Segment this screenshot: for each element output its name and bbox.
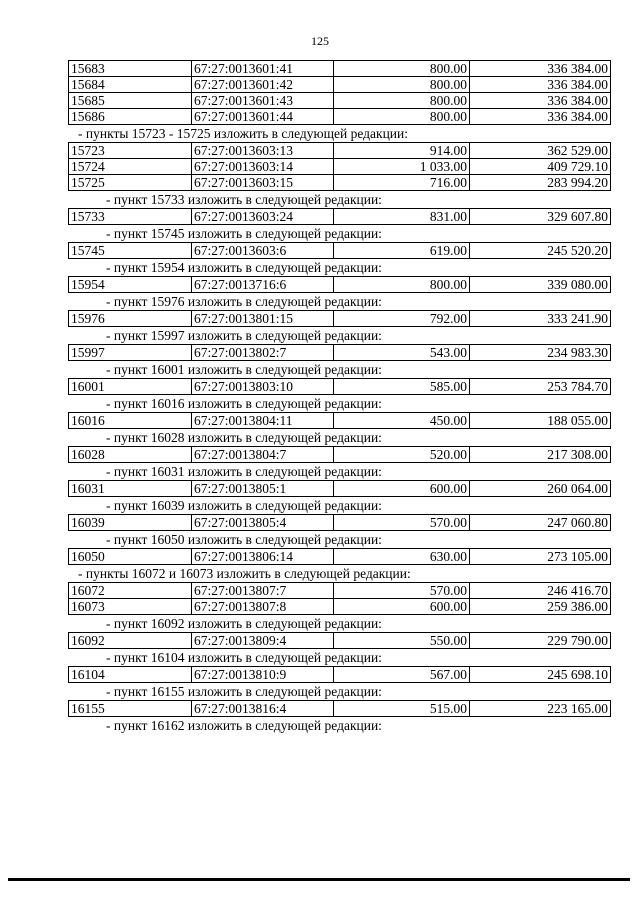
- item-number-cell: 16104: [69, 667, 192, 683]
- amendment-note: - пункт 15997 изложить в следующей редакции:: [106, 328, 382, 343]
- value-cell: 333 241.90: [470, 311, 611, 327]
- table-row: [69, 481, 611, 497]
- data-table: [68, 344, 611, 361]
- value-cell: 253 784.70: [470, 379, 611, 395]
- value-cell: 246 416.70: [470, 583, 611, 599]
- item-number-cell: 16155: [69, 701, 192, 717]
- table-row: [69, 77, 611, 93]
- table-row: [69, 701, 611, 717]
- table-row: [69, 379, 611, 395]
- amendment-note: - пункт 16162 изложить в следующей редакции:: [106, 718, 382, 733]
- table-row: [69, 143, 611, 159]
- value-cell: 273 105.00: [470, 549, 611, 565]
- area-cell: 800.00: [334, 77, 470, 93]
- table-row: [69, 159, 611, 175]
- table-row: [69, 311, 611, 327]
- data-table: [68, 242, 611, 259]
- cadastral-number-cell: 67:27:0013603:6: [192, 243, 334, 259]
- area-cell: 800.00: [334, 61, 470, 77]
- area-cell: 567.00: [334, 667, 470, 683]
- cadastral-number-cell: 67:27:0013809:4: [192, 633, 334, 649]
- value-cell: 247 060.80: [470, 515, 611, 531]
- cadastral-number-cell: 67:27:0013601:44: [192, 109, 334, 125]
- data-table: [68, 60, 611, 125]
- area-cell: 630.00: [334, 549, 470, 565]
- table-row: [69, 93, 611, 109]
- table-row: [69, 209, 611, 225]
- area-cell: 800.00: [334, 277, 470, 293]
- table-row: [69, 345, 611, 361]
- item-number-cell: 15686: [69, 109, 192, 125]
- area-cell: 570.00: [334, 515, 470, 531]
- value-cell: 188 055.00: [470, 413, 611, 429]
- amendment-note: - пункт 15733 изложить в следующей редакции:: [106, 192, 382, 207]
- cadastral-number-cell: 67:27:0013804:7: [192, 447, 334, 463]
- bottom-rule: [8, 878, 630, 881]
- amendment-note: - пункт 16050 изложить в следующей редакции:: [106, 532, 382, 547]
- item-number-cell: 15723: [69, 143, 192, 159]
- cadastral-number-cell: 67:27:0013601:43: [192, 93, 334, 109]
- amendment-note: - пункт 16016 изложить в следующей редакции:: [106, 396, 382, 411]
- data-table: [68, 632, 611, 649]
- amendment-note: - пункт 16001 изложить в следующей редакции:: [106, 362, 382, 377]
- table-row: [69, 633, 611, 649]
- table-row: [69, 447, 611, 463]
- item-number-cell: 16001: [69, 379, 192, 395]
- table-row: [69, 515, 611, 531]
- cadastral-number-cell: 67:27:0013603:14: [192, 159, 334, 175]
- data-table: [68, 582, 611, 615]
- data-table: [68, 514, 611, 531]
- table-row: [69, 599, 611, 615]
- item-number-cell: 16039: [69, 515, 192, 531]
- item-number-cell: 15684: [69, 77, 192, 93]
- data-table: [68, 310, 611, 327]
- amendment-note: - пункт 16039 изложить в следующей редакции:: [106, 498, 382, 513]
- area-cell: 585.00: [334, 379, 470, 395]
- area-cell: 570.00: [334, 583, 470, 599]
- value-cell: 217 308.00: [470, 447, 611, 463]
- cadastral-number-cell: 67:27:0013802:7: [192, 345, 334, 361]
- cadastral-number-cell: 67:27:0013601:41: [192, 61, 334, 77]
- value-cell: 336 384.00: [470, 77, 611, 93]
- item-number-cell: 15976: [69, 311, 192, 327]
- amendment-note: - пункт 16092 изложить в следующей редакции:: [106, 616, 382, 631]
- value-cell: 339 080.00: [470, 277, 611, 293]
- amendment-note: - пункт 15954 изложить в следующей редакции:: [106, 260, 382, 275]
- data-table: [68, 378, 611, 395]
- table-row: [69, 277, 611, 293]
- cadastral-number-cell: 67:27:0013805:4: [192, 515, 334, 531]
- table-row: [69, 549, 611, 565]
- value-cell: 336 384.00: [470, 109, 611, 125]
- item-number-cell: 15745: [69, 243, 192, 259]
- area-cell: 550.00: [334, 633, 470, 649]
- item-number-cell: 15725: [69, 175, 192, 191]
- value-cell: 234 983.30: [470, 345, 611, 361]
- table-row: [69, 667, 611, 683]
- value-cell: 245 698.10: [470, 667, 611, 683]
- amendment-note: - пункты 16072 и 16073 изложить в следующей редакции:: [78, 566, 411, 581]
- amendment-note: - пункт 15976 изложить в следующей редакции:: [106, 294, 382, 309]
- table-row: [69, 583, 611, 599]
- value-cell: 229 790.00: [470, 633, 611, 649]
- amendment-note: - пункт 16031 изложить в следующей редакции:: [106, 464, 382, 479]
- table-row: [69, 243, 611, 259]
- cadastral-number-cell: 67:27:0013810:9: [192, 667, 334, 683]
- area-cell: 716.00: [334, 175, 470, 191]
- data-table: [68, 548, 611, 565]
- value-cell: 336 384.00: [470, 61, 611, 77]
- area-cell: 800.00: [334, 93, 470, 109]
- table-row: [69, 109, 611, 125]
- item-number-cell: 15724: [69, 159, 192, 175]
- area-cell: 914.00: [334, 143, 470, 159]
- cadastral-number-cell: 67:27:0013603:15: [192, 175, 334, 191]
- item-number-cell: 16073: [69, 599, 192, 615]
- value-cell: 260 064.00: [470, 481, 611, 497]
- item-number-cell: 16016: [69, 413, 192, 429]
- item-number-cell: 15683: [69, 61, 192, 77]
- cadastral-number-cell: 67:27:0013601:42: [192, 77, 334, 93]
- cadastral-number-cell: 67:27:0013805:1: [192, 481, 334, 497]
- cadastral-number-cell: 67:27:0013807:8: [192, 599, 334, 615]
- cadastral-number-cell: 67:27:0013803:10: [192, 379, 334, 395]
- item-number-cell: 16028: [69, 447, 192, 463]
- cadastral-number-cell: 67:27:0013801:15: [192, 311, 334, 327]
- cadastral-number-cell: 67:27:0013804:11: [192, 413, 334, 429]
- cadastral-number-cell: 67:27:0013816:4: [192, 701, 334, 717]
- data-table: [68, 276, 611, 293]
- area-cell: 543.00: [334, 345, 470, 361]
- area-cell: 800.00: [334, 109, 470, 125]
- cadastral-number-cell: 67:27:0013807:7: [192, 583, 334, 599]
- table-row: [69, 61, 611, 77]
- amendment-note: - пункты 15723 - 15725 изложить в следующей редакции:: [78, 126, 408, 141]
- cadastral-number-cell: 67:27:0013806:14: [192, 549, 334, 565]
- document-body: [68, 60, 613, 734]
- cadastral-number-cell: 67:27:0013716:6: [192, 277, 334, 293]
- area-cell: 1 033.00: [334, 159, 470, 175]
- value-cell: 283 994.20: [470, 175, 611, 191]
- data-table: [68, 412, 611, 429]
- item-number-cell: 15954: [69, 277, 192, 293]
- data-table: [68, 208, 611, 225]
- area-cell: 600.00: [334, 599, 470, 615]
- data-table: [68, 700, 611, 717]
- value-cell: 245 520.20: [470, 243, 611, 259]
- area-cell: 600.00: [334, 481, 470, 497]
- data-table: [68, 480, 611, 497]
- item-number-cell: 15997: [69, 345, 192, 361]
- area-cell: 450.00: [334, 413, 470, 429]
- item-number-cell: 15733: [69, 209, 192, 225]
- area-cell: 515.00: [334, 701, 470, 717]
- value-cell: 362 529.00: [470, 143, 611, 159]
- cadastral-number-cell: 67:27:0013603:24: [192, 209, 334, 225]
- item-number-cell: 15685: [69, 93, 192, 109]
- data-table: [68, 446, 611, 463]
- area-cell: 831.00: [334, 209, 470, 225]
- value-cell: 329 607.80: [470, 209, 611, 225]
- item-number-cell: 16050: [69, 549, 192, 565]
- item-number-cell: 16031: [69, 481, 192, 497]
- area-cell: 520.00: [334, 447, 470, 463]
- page-number: 125: [311, 34, 329, 48]
- amendment-note: - пункт 16104 изложить в следующей редакции:: [106, 650, 382, 665]
- area-cell: 792.00: [334, 311, 470, 327]
- amendment-note: - пункт 16028 изложить в следующей редакции:: [106, 430, 382, 445]
- value-cell: 409 729.10: [470, 159, 611, 175]
- cadastral-number-cell: 67:27:0013603:13: [192, 143, 334, 159]
- area-cell: 619.00: [334, 243, 470, 259]
- value-cell: 336 384.00: [470, 93, 611, 109]
- value-cell: 223 165.00: [470, 701, 611, 717]
- data-table: [68, 142, 611, 191]
- table-row: [69, 413, 611, 429]
- amendment-note: - пункт 15745 изложить в следующей редакции:: [106, 226, 382, 241]
- item-number-cell: 16092: [69, 633, 192, 649]
- amendment-note: - пункт 16155 изложить в следующей редакции:: [106, 684, 382, 699]
- table-row: [69, 175, 611, 191]
- data-table: [68, 666, 611, 683]
- item-number-cell: 16072: [69, 583, 192, 599]
- value-cell: 259 386.00: [470, 599, 611, 615]
